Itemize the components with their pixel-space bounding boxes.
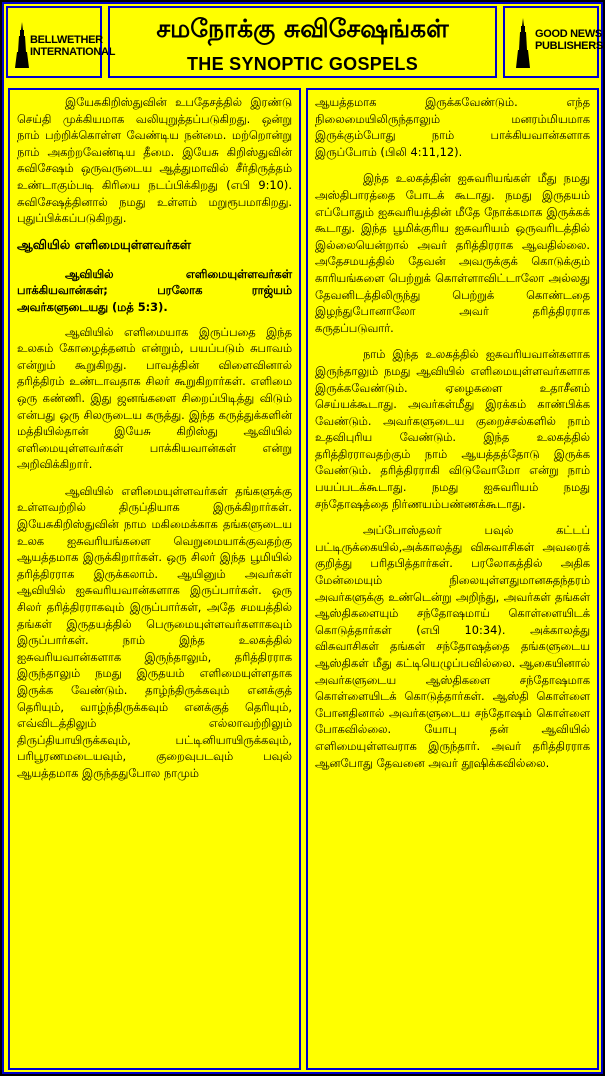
section-heading: ஆவியில் எளிமையுள்ளவர்கள் <box>17 236 192 252</box>
left-column <box>8 88 301 1070</box>
bellwether-logo <box>6 6 116 78</box>
title-box <box>108 6 497 78</box>
paragraph: இயேசுகிறிஸ்துவின் உபதேசத்தில் இரண்டு செய்தி முக்கியமாக வலியுறுத்தப்படுகிறது. ஒன்று நாம் பற்றிக்கொள்ள வேண்டிய நன்மை. மற்றொன்று நாம் அகற்றவேண்டிய தீமை. இயேசு கிறிஸ்துவின் சுவிசேஷம் ஒருவருடைய ஆத்துமாவில் சீர்திருத்தம் உண்டாகும்படி கிரியை நடப்பிக்கிறது (எபி 9:10). சுவிசேஷத்தினால் நமது உள்ளம் மறுரூபமாகிறது. புதுப்பிக்கப்படுகிறது. <box>17 95 292 226</box>
right-logo-text: GOOD NEWS PUBLISHERS <box>535 28 603 52</box>
right-column <box>306 88 599 1070</box>
paragraph: ஆவியில் எளிமையாக இருப்பதை இந்த உலகம் கோழைத்தனம் என்றும், பயப்படும் சுபாவம் என்றும் கூறுகிறது. பாவத்தின் விளைவினால் தரித்திரம் உண்டாவதாக சிலர் கூறுகிறார்கள். எளிமை ஒரு கண்ணி. இது ஜனங்களை சிறைப்பிடித்து விடும் என்பது ஒரு சிலருடைய கருத்து. இந்த கருத்துக்களின் மத்தியில்தான் இயேசு கிறிஸ்து ஆவியில் எளிமையுள்ளவர்கள் பாக்கியவான்கள் என்று அறிவிக்கிறார். <box>17 324 292 472</box>
page <box>2 2 603 1074</box>
paragraph: ஆவியில் எளிமையுள்ளவர்கள் தங்களுக்கு உள்ளவற்றில் திருப்தியாக இருக்கிறார்கள். இயேசுகிறிஸ்துவின் நாம மகிமைக்காக தங்களுடைய உலக ஐசுவரியங்களை வெறுமையாக்குவதற்கு ஆயத்தமாக இருக்கிறார்கள். ஒரு சிலர் இந்த பூமியில் தரித்திரராக இருக்கலாம். ஆயினும் அவர்கள் ஆவியில் ஐசுவரியவான்களாக இருப்பார்கள். ஒரு சிலர் தரித்திரராகவும் இருப்பார்கள், அதே சமயத்தில் தங்கள் இருதயத்தில் பெருமையுள்ளவர்களாகவும் இருப்பார்கள். நாம் இந்த உலகத்தில் ஐசுவரியவான்களாக இருந்தாலும், தரித்திரராக இருந்தாலும் நமது இருதயம் எளிமையுள்ளதாக இருக்க வேண்டும். தாழ்ந்திருக்கவும் எனக்குத் தெரியும், வாழ்ந்திருக்கவும் எனக்குத் தெரியும், எவ்விடத்திலும் எல்லாவற்றிலும் திருப்தியாயிருக்கவும், பட்டினியாயிருக்கவும், பரிபூரணமடையவும், குறைவுபடவும் பவுல் ஆயத்தமாக இருந்ததுபோல நாமும் <box>17 483 292 780</box>
good-news-logo <box>503 6 603 78</box>
scripture-verse: ஆவியில் எளிமையுள்ளவர்கள் பாக்கியவான்கள்; பரலோக ராஜ்யம் அவர்களுடையது (மத் 5:3). <box>17 266 292 314</box>
left-logo-text: BELLWETHER INTERNATIONAL <box>30 34 116 58</box>
page-title-english: THE SYNOPTIC GOSPELS <box>186 54 419 74</box>
tower-icon <box>515 18 531 68</box>
paragraph: அப்போஸ்தலர் பவுல் கட்டப் பட்டிருக்கையில்,அக்காலத்து விசுவாசிகள் அவரைக் குறித்து பரிதபித்தார்கள். பரலோகத்தில் அதிக மேன்மையும் நிலையுள்ளதுமானசுதந்தரம் அவர்களுக்கு உண்டென்று அறிந்து, அவர்கள் தங்கள் ஆஸ்திகளையும் சந்தோஷமாய் கொள்ளையிடக் கொடுத்தார்கள் (எபி 10:34). அக்காலத்து விசுவாசிகள் தங்கள் சந்தோஷத்தை தங்களுடைய ஆஸ்திகள் மீது கட்டியெழுப்பவில்லை. ஆகையினால் அவர்களுடைய ஆஸ்திகளை சந்தோஷமாக கொள்ளையிடக் கொடுத்தார்கள். ஆஸ்தி கொள்ளை போனதினால் அவர்களுடைய சந்தோஷம் கொள்ளை போகவில்லை. யோபு தன் ஆவியில் எளிமையுள்ளவராக இருந்தார். அவர் தரித்திரராக ஆனபோது தேவனை அவர் தூஷிக்கவில்லை. <box>315 523 590 770</box>
tower-icon <box>14 22 30 68</box>
paragraph: ஆயத்தமாக இருக்கவேண்டும். எந்த நிலைமையிலிருந்தாலும் மனரம்மியமாக இருக்கும்போது நாம் பாக்கியவான்களாக இருப்போம் (பிலி 4:11,12). <box>315 95 590 159</box>
header <box>4 4 601 82</box>
page-title-tamil: சமநோக்கு சுவிசேஷங்கள் <box>156 14 449 43</box>
paragraph: இந்த உலகத்தின் ஐசுவரியங்கள் மீது நமது அஸ்திபாரத்தை போடக் கூடாது. நமது இருதயம் எப்போதும் ஐசுவரியத்தின் மீதே நோக்கமாக இருக்கக் கூடாது. இந்த பூமிக்குரிய ஐசுவரியம் ஒருவரிடத்தில் இல்லையென்றால் அவர் தரித்திரராக ஆவதில்லை. அதேசமயத்தில் தேவன் அவருக்குக் கொடுக்கும் காரியங்களை பெற்றுக் கொள்ளாவிட்டாலோ அல்லது தேவனிடத்திலிருந்து பெற்றுக் கொண்டதை இழந்துபோனாலோ அவர் தரித்திரராக கருதப்படுவார். <box>315 171 590 335</box>
paragraph: நாம் இந்த உலகத்தில் ஐசுவரியவான்களாக இருந்தாலும் நமது ஆவியில் எளிமையுள்ளவர்களாக இருக்கவேண்டும். ஏழைகளை உதாசீனம் செய்யக்கூடாது. அவர்கள்மீது இரக்கம் காண்பிக்க வேண்டும். அவர்களுடைய குறைச்சல்களில் நாம் உதவிபுரிய வேண்டும். இந்த உலகத்தில் தரித்திரராவதற்கும் நாம் ஆயத்தத்தோடு இருக்க வேண்டும். தரித்திரராகி விடுவோமோ என்று நாம் பயப்படக்கூடாது. நமது ஐசுவரியம் நமது சந்தோஷத்தை நிர்ணயம்பண்ணக்கூடாது. <box>315 347 590 511</box>
